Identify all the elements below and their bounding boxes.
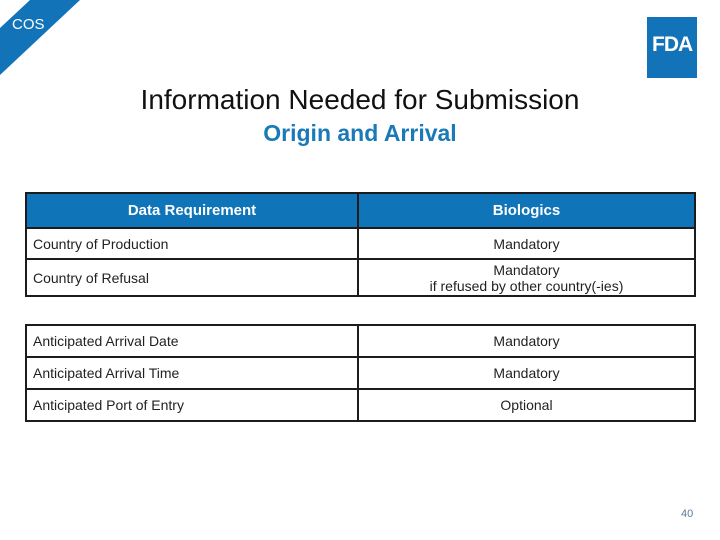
requirement-cell: Country of Refusal [26, 259, 358, 296]
header-data-requirement: Data Requirement [26, 193, 358, 228]
value-note: if refused by other country(-ies) [429, 277, 624, 294]
value-text: Mandatory [493, 261, 560, 278]
table-row [26, 357, 695, 389]
table-row [26, 228, 695, 259]
table-row [26, 389, 695, 421]
header-biologics: Biologics [358, 193, 695, 228]
table-row [26, 259, 695, 296]
corner-label: COS [12, 16, 45, 33]
requirement-cell: Anticipated Port of Entry [26, 389, 358, 421]
requirement-cell: Country of Production [26, 228, 358, 259]
value-cell: Optional [358, 389, 695, 421]
value-cell: Mandatory [358, 357, 695, 389]
page-subtitle: Origin and Arrival [263, 120, 457, 146]
value-cell [358, 259, 695, 296]
table-header-row [26, 193, 695, 228]
value-cell: Mandatory [358, 228, 695, 259]
page-title: Information Needed for Submission [140, 84, 580, 115]
requirement-cell: Anticipated Arrival Time [26, 357, 358, 389]
table-row [26, 325, 695, 357]
requirements-table-bottom [25, 324, 696, 422]
fda-logo [647, 17, 697, 78]
requirements-table-top [25, 192, 696, 297]
fda-logo-text: FDA [652, 33, 693, 56]
value-cell: Mandatory [358, 325, 695, 357]
diagonal-stripe-icon [0, 0, 80, 80]
requirement-cell: Anticipated Arrival Date [26, 325, 358, 357]
page-number: 40 [681, 508, 694, 520]
corner-banner [0, 0, 80, 80]
